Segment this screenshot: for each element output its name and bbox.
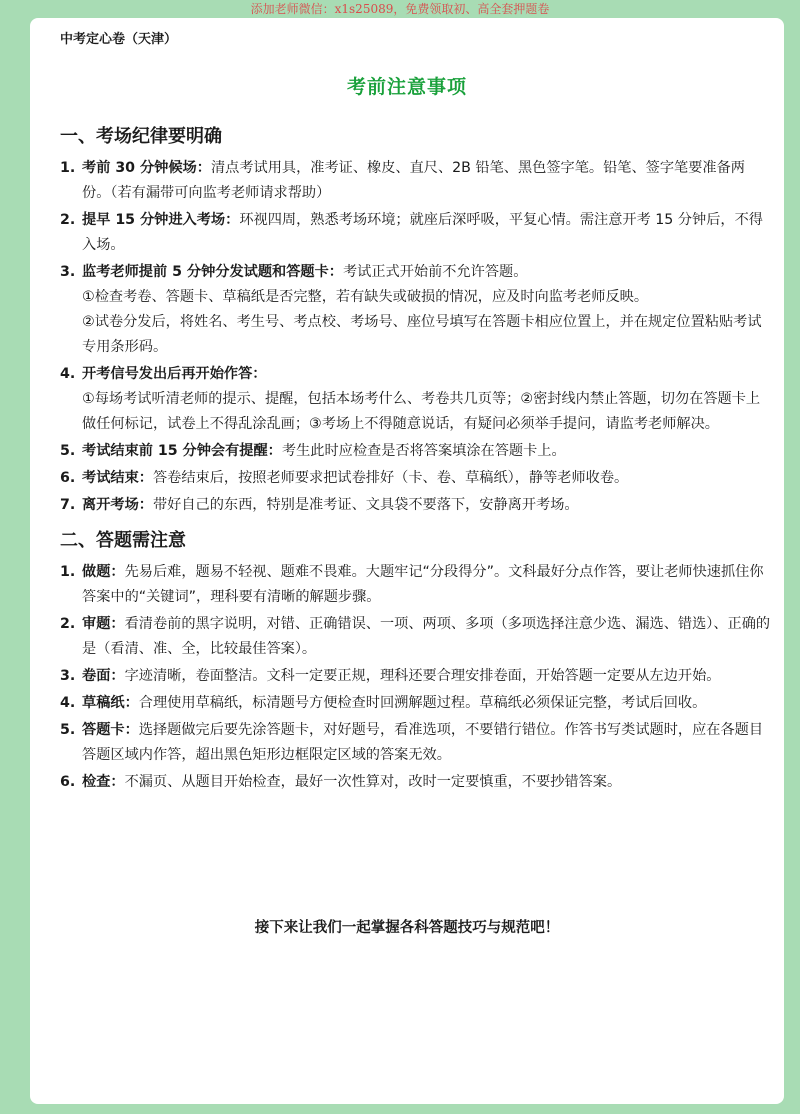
section-2 <box>60 526 772 795</box>
item-text <box>82 664 772 689</box>
list-item <box>60 718 772 768</box>
item-text <box>82 691 772 716</box>
item-title: 离开考场： <box>82 497 153 513</box>
watermark-text: 添加老师微信：x1s25089，免费领取初、高全套押题卷 <box>250 2 550 16</box>
list-item <box>60 770 772 795</box>
item-body: 带好自己的东西，特别是准考证、文具袋不要落下，安静离开考场。 <box>152 497 579 513</box>
item-text <box>82 493 772 518</box>
item-title: 提早 15 分钟进入考场： <box>82 212 240 228</box>
item-text <box>82 770 772 795</box>
item-number: 3. <box>60 668 76 684</box>
item-title: 草稿纸： <box>82 695 139 711</box>
list-item <box>60 362 772 437</box>
item-number: 6. <box>60 774 76 790</box>
item-title: 考试结束： <box>82 470 153 486</box>
list-item <box>60 560 772 610</box>
item-body: 选择题做完后要先涂答题卡，对好题号，看准选项，不要错行错位。作答书写类试题时，应在各题目答题区域内作答，超出黑色矩形边框限定区域的答案无效。 <box>82 722 764 763</box>
item-text <box>82 718 772 768</box>
item-text <box>82 439 772 464</box>
list-item <box>60 260 772 360</box>
item-subpoint: ①每场考试听清老师的提示、提醒，包括本场考什么、考卷共几页等；②密封线内禁止答题，切勿在答题卡上做任何标记，试卷上不得乱涂乱画；③考场上不得随意说话，有疑问必须举手提问，请监考老师解决。 <box>82 391 761 432</box>
item-body: 清点考试用具，准考证、橡皮、直尺、2B 铅笔、黑色签字笔。铅笔、签字笔要准备两份。（若有漏带可向监考老师请求帮助） <box>82 160 745 201</box>
item-number: 2. <box>60 616 76 632</box>
closing-note: 接下来让我们一起掌握各科答题技巧与规范吧！ <box>254 920 560 936</box>
item-body: 考试正式开始前不允许答题。 <box>342 264 528 280</box>
item-text <box>82 362 772 437</box>
list-item <box>60 691 772 716</box>
item-body: 字迹清晰，卷面整洁。文科一定要正规，理科还要合理安排卷面，开始答题一定要从左边开始。 <box>124 668 721 684</box>
list-item <box>60 439 772 464</box>
item-text <box>82 156 772 206</box>
list-item <box>60 466 772 491</box>
item-title: 检查： <box>82 774 125 790</box>
item-text <box>82 208 772 258</box>
item-text <box>82 260 772 360</box>
page-title: 考前注意事项 <box>346 76 467 98</box>
item-body: 合理使用草稿纸，标清题号方便检查时回溯解题过程。草稿纸必须保证完整，考试后回收。 <box>138 695 707 711</box>
item-title: 答题卡： <box>82 722 139 738</box>
item-title: 考试结束前 15 分钟会有提醒： <box>82 443 282 459</box>
list-item <box>60 493 772 518</box>
item-number: 7. <box>60 497 76 513</box>
item-subpoint: ①检查考卷、答题卡、草稿纸是否完整，若有缺失或破损的情况，应及时向监考老师反映。 <box>82 289 649 305</box>
list-item <box>60 612 772 662</box>
content-body <box>60 122 772 803</box>
item-subpoint: ②试卷分发后，将姓名、考生号、考点校、考场号、座位号填写在答题卡相应位置上，并在规定位置粘贴考试专用条形码。 <box>82 314 762 355</box>
item-body: 环视四周，熟悉考场环境；就座后深呼吸，平复心情。需注意开考 15 分钟后，不得入场。 <box>82 212 763 253</box>
item-body: 先易后难，题易不轻视、题难不畏难。大题牢记“分段得分”。文科最好分点作答，要让老师快速抓住你答案中的“关键词”，理科要有清晰的解题步骤。 <box>82 564 764 605</box>
item-number: 1. <box>60 564 76 580</box>
item-title: 卷面： <box>82 668 125 684</box>
item-body: 不漏页、从题目开始检查，最好一次性算对，改时一定要慎重，不要抄错答案。 <box>124 774 622 790</box>
section-1 <box>60 122 772 518</box>
item-title: 做题： <box>82 564 125 580</box>
item-body: 看清卷前的黑字说明，对错、正确错误、一项、两项、多项（多项选择注意少选、漏选、错选）、正确的是（看清、准、全，比较最佳答案）。 <box>82 616 771 657</box>
list-item <box>60 664 772 689</box>
item-text <box>82 612 772 662</box>
section-heading: 一、考场纪律要明确 <box>60 126 222 147</box>
list-item <box>60 156 772 206</box>
item-number: 4. <box>60 695 76 711</box>
item-number: 5. <box>60 443 76 459</box>
item-title: 开考信号发出后再开始作答： <box>82 366 267 382</box>
item-text <box>82 466 772 491</box>
item-number: 3. <box>60 264 76 280</box>
item-title: 考前 30 分钟候场： <box>82 160 211 176</box>
item-number: 2. <box>60 212 76 228</box>
item-body: 答卷结束后，按照老师要求把试卷排好（卡、卷、草稿纸），静等老师收卷。 <box>152 470 629 486</box>
item-title: 监考老师提前 5 分钟分发试题和答题卡： <box>82 264 343 280</box>
document-page <box>30 18 784 1104</box>
item-number: 6. <box>60 470 76 486</box>
list-item <box>60 208 772 258</box>
item-number: 5. <box>60 722 76 738</box>
item-body: 考生此时应检查是否将答案填涂在答题卡上。 <box>281 443 566 459</box>
item-title: 审题： <box>82 616 125 632</box>
item-number: 1. <box>60 160 76 176</box>
item-number: 4. <box>60 366 76 382</box>
item-text <box>82 560 772 610</box>
book-title: 中考定心卷（天津） <box>60 32 178 47</box>
section-heading: 二、答题需注意 <box>60 530 186 551</box>
